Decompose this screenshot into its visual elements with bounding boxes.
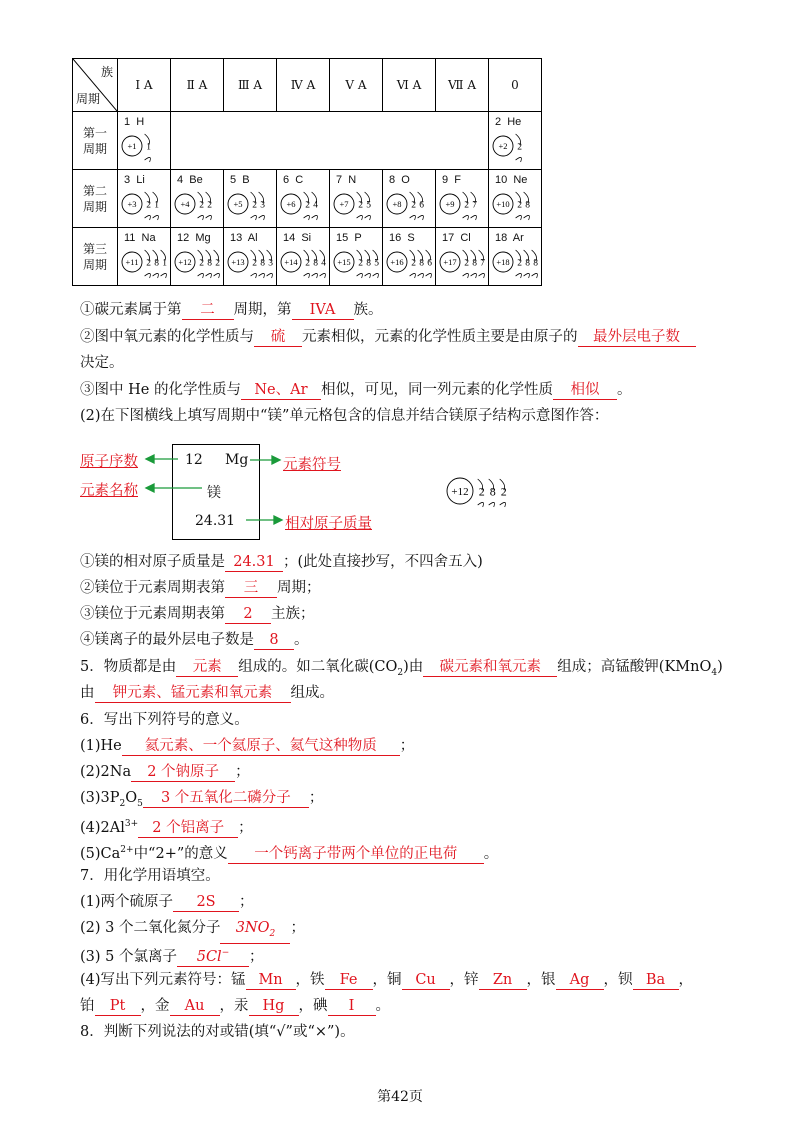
question-line: 5．物质都是由 元素 组成的。如二氧化碳$(CO_2)$由 碳元素和氧元素 组成；高锰酸钾(KMnO$_4$): [80, 659, 723, 678]
element-label: 5 B: [230, 174, 250, 186]
label-element-symbol: 元素符号: [283, 457, 341, 473]
question-line: $(3)3P_2O_5$ 3 个五氧化二磷分子 ；: [80, 790, 324, 809]
answer-blank: Ag: [556, 971, 604, 990]
question-line: (2)在下图横线上填写周期中“镁”单元格包含的信息并结合镁原子结构示意图作答：: [80, 408, 609, 424]
shell-electron-count: 2: [358, 258, 363, 269]
corner-group-label: 族: [100, 65, 113, 79]
electron-shell-arc: [500, 502, 506, 507]
mg-symbol: Mg: [225, 452, 249, 468]
shell-electron-count: 8: [313, 258, 318, 269]
shell-electron-count: 2: [464, 200, 469, 211]
answer-blank: Ba: [633, 971, 679, 990]
shell-electron-count: 2: [199, 258, 204, 269]
element-label: 17 Cl: [442, 232, 471, 244]
shell-electron-count: 2: [500, 484, 507, 499]
shell-electron-count: 2: [146, 258, 151, 269]
nucleus-charge: +9: [445, 198, 455, 209]
group-header: Ⅰ A: [118, 59, 171, 112]
question-line: 由 钾元素、锰元素和氧元素 组成。: [80, 685, 334, 701]
corner-period-label: 周期: [76, 92, 101, 106]
answer-blank: 相似: [553, 381, 617, 400]
shell-electron-count: 2: [252, 200, 257, 211]
question-title: 7．用化学用语填空。: [80, 868, 220, 884]
answer-blank: 2: [225, 605, 271, 624]
mg-atomic-number: 12: [185, 452, 203, 468]
shell-electron-count: 2: [199, 200, 204, 211]
answer-blank: 24.31: [225, 553, 283, 572]
question-line: $(4)2Al^{3+}$ 2 个铝离子 ；: [80, 819, 253, 836]
question-line: (2)2Na 2 个钠原子 ；: [80, 764, 250, 780]
shell-electron-count: 2: [411, 258, 416, 269]
question-line: ①碳元素属于第 二 周期，第 IVA 族。: [80, 302, 383, 318]
label-element-name: 元素名称: [80, 483, 138, 499]
label-atomic-mass: 相对原子质量: [285, 516, 372, 532]
nucleus-charge: +12: [178, 256, 192, 267]
period-label: 第二 周期: [73, 170, 118, 228]
shell-electron-count: 2: [517, 258, 522, 269]
shell-electron-count: 2: [215, 258, 220, 269]
nucleus-charge: +3: [127, 198, 137, 209]
element-label: 10 Ne: [495, 174, 528, 186]
question-line: ②图中氧元素的化学性质与 硫 元素相似，元素的化学性质主要是由原子的 最外层电子数: [80, 327, 696, 347]
answer-blank: 氦元素、一个氦原子、氦气这种物质: [122, 737, 400, 756]
question-line: ③图中 He 的化学性质与 Ne、Ar 相似，可见，同一列元素的化学性质 相似 。: [80, 382, 632, 398]
shell-electron-count: 4: [313, 200, 318, 211]
nucleus-charge: +1: [127, 140, 137, 151]
element-label: 16 S: [389, 232, 415, 244]
question-line: (3) 5 个氯离子 5Cl− ；: [80, 944, 263, 967]
answer-blank: Ne、Ar: [241, 381, 321, 400]
nucleus-charge: +6: [286, 198, 296, 209]
answer-blank: 最外层电子数: [578, 328, 696, 347]
shell-electron-count: 1: [162, 258, 167, 269]
shell-electron-count: 8: [525, 200, 530, 211]
element-label: 11 Na: [124, 232, 156, 244]
question-line: 决定。: [80, 355, 124, 371]
shell-electron-count: 2: [146, 200, 151, 211]
element-label: 6 C: [283, 174, 304, 186]
answer-blank: 2 个钠原子: [131, 763, 235, 782]
answer-blank: 一个钙离子带两个单位的正电荷: [228, 845, 484, 864]
mg-mass: 24.31: [195, 513, 236, 529]
shell-electron-count: 2: [517, 200, 522, 211]
shell-electron-count: 2: [207, 200, 212, 211]
shell-electron-count: 4: [321, 258, 326, 269]
shell-electron-count: 2: [305, 200, 310, 211]
nucleus-charge: +8: [392, 198, 402, 209]
answer-blank: Zn: [479, 971, 527, 990]
shell-electron-count: 6: [427, 258, 432, 269]
nucleus-charge: +14: [284, 256, 298, 267]
answer-blank: 2 个铝离子: [138, 819, 238, 838]
question-line: ①镁的相对原子质量是 24.31 ；(此处直接抄写，不四舍五入): [80, 554, 483, 570]
question-title: 8．判断下列说法的对或错(填“√”或“×”)。: [80, 1024, 355, 1040]
answer-blank: Hg: [249, 997, 299, 1016]
nucleus-charge: +12: [451, 485, 469, 498]
question-title: 6．写出下列符号的意义。: [80, 712, 249, 728]
nucleus-charge: +4: [180, 198, 190, 209]
nucleus-charge: +18: [496, 256, 510, 267]
shell-electron-count: 1: [146, 142, 151, 153]
answer-blank: IVA: [292, 301, 354, 320]
answer-blank: 2S: [173, 893, 239, 912]
shell-electron-count: 3: [260, 200, 265, 211]
shell-electron-count: 8: [489, 484, 496, 499]
shell-electron-count: 8: [260, 258, 265, 269]
electron-shell-arc: [478, 502, 484, 507]
question-line: ③镁位于元素周期表第 2 主族；: [80, 606, 315, 622]
answer-blank: Cu: [402, 971, 450, 990]
answer-blank: 3 个五氧化二磷分子: [143, 789, 309, 808]
page-number: 第42页: [377, 1089, 423, 1105]
element-label: 18 Ar: [495, 232, 524, 244]
element-label: 13 Al: [230, 232, 258, 244]
answer-blank: 5Cl−: [177, 944, 249, 967]
shell-electron-count: 2: [358, 200, 363, 211]
shell-electron-count: 3: [268, 258, 273, 269]
answer-blank: Fe: [325, 971, 373, 990]
shell-electron-count: 5: [366, 200, 371, 211]
answer-blank: Mn: [246, 971, 296, 990]
question-line: (4)写出下列元素符号：锰 Mn ，铁 Fe ，铜 Cu ，锌 Zn ，银 Ag ，钡 Ba ，: [80, 972, 694, 988]
nucleus-charge: +17: [443, 256, 457, 267]
label-atomic-number: 原子序数: [80, 454, 138, 470]
shell-electron-count: 2: [411, 200, 416, 211]
group-header: Ⅳ A: [277, 59, 330, 112]
mg-name: 镁: [207, 485, 221, 501]
period-label: 第一 周期: [73, 112, 118, 170]
element-label: 2 He: [495, 116, 522, 128]
element-label: 7 N: [336, 174, 357, 186]
element-label: 14 Si: [283, 232, 312, 244]
shell-electron-count: 6: [419, 200, 424, 211]
element-label: 8 O: [389, 174, 410, 186]
answer-blank: Au: [170, 997, 220, 1016]
answer-blank: 硫: [254, 328, 302, 347]
question-line: 铂 Pt ，金 Au ，汞 Hg ，碘 I 。: [80, 998, 390, 1014]
nucleus-charge: +10: [496, 198, 510, 209]
answer-blank: 元素: [176, 658, 238, 677]
shell-electron-count: 8: [207, 258, 212, 269]
element-label: 9 F: [442, 174, 461, 186]
element-label: 15 P: [336, 232, 362, 244]
mg-atom-diagram: [440, 455, 530, 525]
answer-blank: $3NO_2$: [220, 919, 290, 944]
group-header: Ⅲ A: [224, 59, 277, 112]
nucleus-charge: +13: [231, 256, 245, 267]
question-line: (1)两个硫原子 2S ；: [80, 894, 254, 910]
nucleus-charge: +5: [233, 198, 243, 209]
group-header: Ⅵ A: [383, 59, 436, 112]
nucleus-charge: +7: [339, 198, 349, 209]
nucleus-charge: +16: [390, 256, 404, 267]
shell-electron-count: 8: [472, 258, 477, 269]
group-header: Ⅱ A: [171, 59, 224, 112]
question-line: ②镁位于元素周期表第 三 周期；: [80, 580, 321, 596]
shell-electron-count: 5: [374, 258, 379, 269]
shell-electron-count: 2: [478, 484, 485, 499]
shell-electron-count: 8: [525, 258, 530, 269]
element-label: 1 H: [124, 116, 145, 128]
shell-electron-count: 2: [252, 258, 257, 269]
question-line: (1)He 氦元素、一个氦原子、氦气这种物质 ；: [80, 738, 415, 754]
answer-blank: I: [328, 997, 376, 1016]
nucleus-charge: +2: [498, 140, 508, 151]
shell-electron-count: 2: [305, 258, 310, 269]
answer-blank: 三: [225, 579, 277, 598]
question-line: (2) 3 个二氧化氮分子 $3NO_2$ ；: [80, 918, 305, 944]
shell-electron-count: 7: [472, 200, 477, 211]
shell-electron-count: 2: [464, 258, 469, 269]
shell-electron-count: 8: [154, 258, 159, 269]
answer-blank: Pt: [95, 997, 141, 1016]
element-label: 12 Mg: [177, 232, 211, 244]
answer-blank: 8: [254, 631, 294, 650]
element-label: 3 Li: [124, 174, 145, 186]
shell-electron-count: 8: [366, 258, 371, 269]
answer-blank: 碳元素和氧元素: [423, 658, 557, 677]
nucleus-charge: +11: [125, 256, 139, 267]
answer-blank: 钾元素、锰元素和氧元素: [95, 684, 291, 703]
element-label: 4 Be: [177, 174, 203, 186]
shell-electron-count: 8: [533, 258, 538, 269]
period-label: 第三 周期: [73, 228, 118, 286]
answer-blank: 二: [182, 301, 234, 320]
question-line: ④镁离子的最外层电子数是 8 。: [80, 632, 309, 648]
shell-electron-count: 1: [154, 200, 159, 211]
group-header: Ⅴ A: [330, 59, 383, 112]
group-header: Ⅶ A: [436, 59, 489, 112]
question-line: $(5)Ca^{2+}$中“2+”的意义 一个钙离子带两个单位的正电荷 。: [80, 845, 499, 862]
electron-shell-arc: [489, 502, 495, 507]
shell-electron-count: 2: [517, 142, 522, 153]
group-header: 0: [489, 59, 542, 112]
nucleus-charge: +15: [337, 256, 351, 267]
shell-electron-count: 8: [419, 258, 424, 269]
shell-electron-count: 7: [480, 258, 485, 269]
